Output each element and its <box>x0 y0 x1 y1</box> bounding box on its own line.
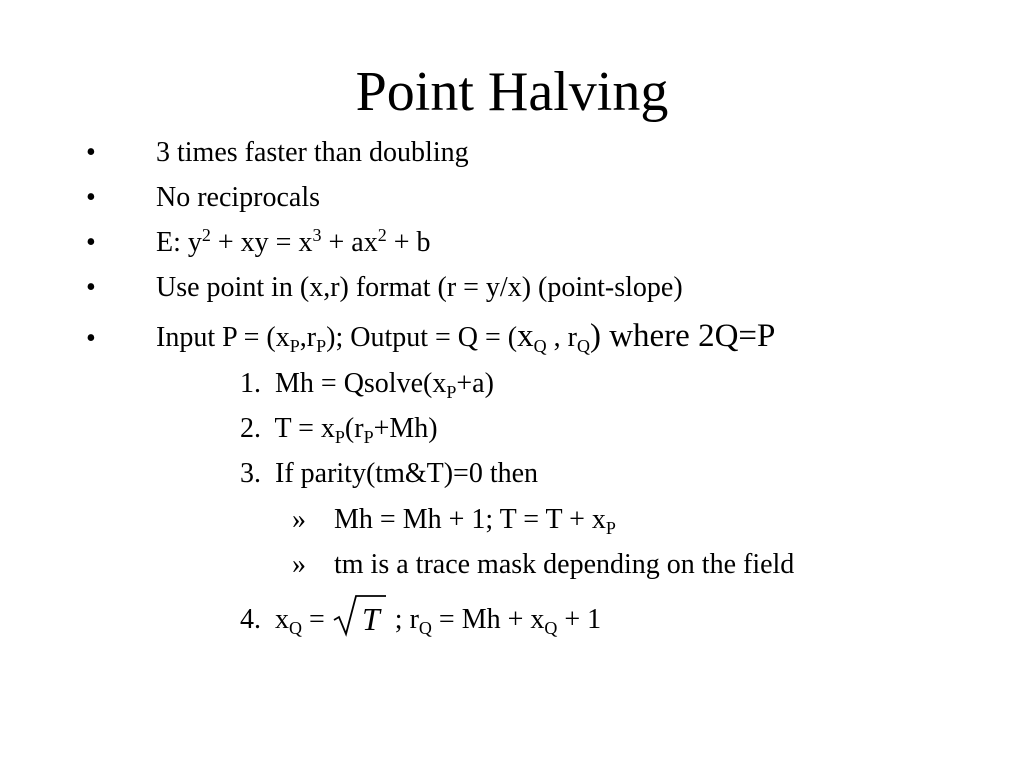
bullet-marker: • <box>86 137 96 168</box>
sqrt-variable: T <box>361 601 380 637</box>
step-2: 2. $T = x_P(r_P+Mh)$ <box>240 413 438 447</box>
bullet-marker: • <box>86 227 96 258</box>
square-root-symbol <box>332 594 388 646</box>
slide-title: Point Halving <box>355 61 669 123</box>
bullet-input-output: Input $P = (x_P,r_P)$; Output = $Q = (x_Q$ , $r_Q$) where 2Q=P <box>156 318 776 356</box>
step-1: 1. $Mh = Qsolve(x_P+a)$ <box>240 368 494 402</box>
step-4: 4. $x_Q$ = T ; $r_Q = Mh + x_Q + 1$ <box>240 594 601 646</box>
bullet-no-reciprocals: No reciprocals <box>156 182 321 213</box>
step-3: 3. If parity(tm&T)=0 then <box>240 458 539 489</box>
bullet-point-format: Use point in (x,r) format (r = y/x) (point-slope) <box>156 272 683 303</box>
bullet-marker: • <box>86 272 96 303</box>
bullet-faster-than-doubling: 3 times faster than doubling <box>156 137 469 168</box>
bullet-marker: • <box>86 323 96 354</box>
substep-increment: » Mh = Mh + 1; $T = T + x_P$ <box>292 504 616 538</box>
substep-trace-mask: » tm is a trace mask depending on the field <box>292 549 795 580</box>
bullet-marker: • <box>86 182 96 213</box>
bullet-curve-equation: E: $y^2$ + xy = $x^3 + ax^2 + b$ <box>156 225 431 258</box>
